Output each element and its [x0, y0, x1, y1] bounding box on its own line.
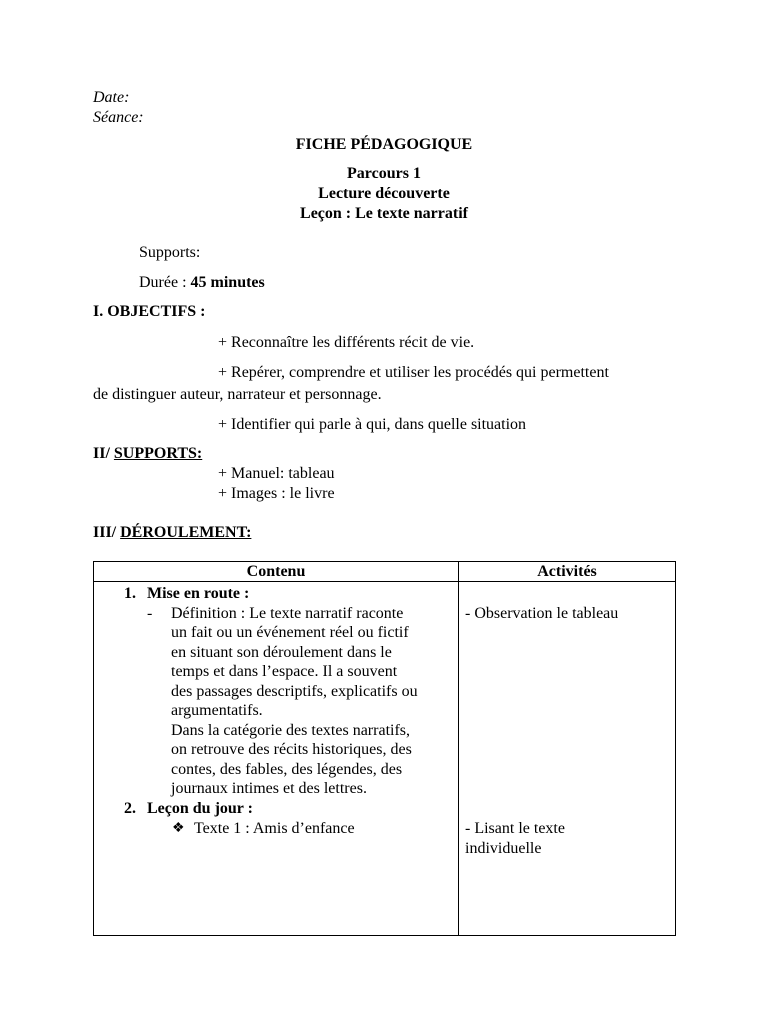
- duree-line: [139, 273, 265, 293]
- supports-heading-text: SUPPORTS:: [113, 445, 203, 462]
- lecture-title: Lecture découverte: [318, 185, 450, 202]
- activites-cell: [459, 582, 676, 936]
- parcours-title: Parcours 1: [347, 165, 421, 182]
- seance-label: Séance:: [93, 109, 144, 126]
- activity-item: - Observation le tableau: [465, 605, 619, 622]
- activity-item-continuation: individuelle: [465, 840, 542, 857]
- header-contenu: Contenu: [94, 562, 459, 582]
- objectif-item: + Reconnaître les différents récit de vie.: [218, 334, 475, 351]
- definition-line: des passages descriptifs, explicatifs ou: [171, 683, 418, 700]
- definition-dash: -: [147, 605, 153, 622]
- duree-value: 45 minutes: [190, 274, 265, 291]
- objectifs-heading: I. OBJECTIFS :: [93, 303, 206, 320]
- definition-line: un fait ou un événement réel ou fictif: [171, 624, 409, 641]
- supports-prefix: II/: [93, 445, 110, 462]
- definition-line: Définition : Le texte narratif raconte: [171, 605, 404, 622]
- step1-number: 1.: [124, 585, 136, 602]
- objectif-item-continuation: de distinguer auteur, narrateur et personnage.: [93, 386, 382, 403]
- support-item: + Manuel: tableau: [218, 465, 335, 482]
- definition-line: argumentatifs.: [171, 702, 263, 719]
- definition-line: en situant son déroulement dans le: [171, 644, 392, 661]
- diamond-bullet-icon: ❖: [172, 821, 185, 836]
- step2-number: 2.: [124, 800, 136, 817]
- step1-title: Mise en route :: [147, 585, 250, 602]
- objectif-item: + Repérer, comprendre et utiliser les procédés qui permettent: [218, 364, 609, 381]
- supports-heading: [93, 444, 202, 464]
- activity-item: - Lisant le texte: [465, 820, 565, 837]
- supports-label: Supports:: [139, 244, 201, 261]
- objectif-item: + Identifier qui parle à qui, dans quelle situation: [218, 416, 527, 433]
- definition-line: contes, des fables, des légendes, des: [171, 761, 403, 778]
- lecon-title: Leçon : Le texte narratif: [300, 205, 468, 222]
- definition-line: Dans la catégorie des textes narratifs,: [171, 722, 411, 739]
- step2-title: Leçon du jour :: [147, 800, 253, 817]
- date-label: Date:: [93, 89, 130, 106]
- deroulement-heading-text: DÉROULEMENT:: [120, 524, 252, 541]
- lesson-table: [93, 561, 676, 936]
- table-header-row: [94, 562, 676, 582]
- deroulement-heading: [93, 523, 251, 543]
- texte1-label: Texte 1 : Amis d’enfance: [194, 820, 355, 837]
- definition-line: temps et dans l’espace. Il a souvent: [171, 663, 398, 680]
- definition-line: journaux intimes et des lettres.: [171, 780, 367, 797]
- table-row: [94, 582, 676, 936]
- deroulement-prefix: III/: [93, 524, 117, 541]
- document-title: FICHE PÉDAGOGIQUE: [295, 136, 473, 153]
- definition-line: on retrouve des récits historiques, des: [171, 741, 412, 758]
- support-item: + Images : le livre: [218, 485, 335, 502]
- header-activites: Activités: [459, 562, 676, 582]
- duree-label: Durée :: [139, 274, 187, 291]
- contenu-cell: [94, 582, 459, 936]
